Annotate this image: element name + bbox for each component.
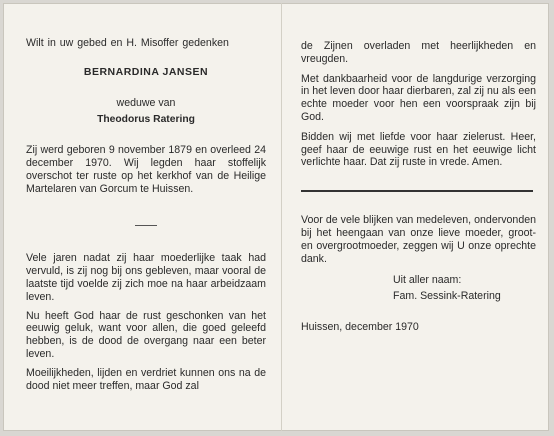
husband-name: Theodorus Ratering bbox=[97, 114, 195, 126]
short-divider bbox=[135, 225, 157, 226]
widow-of-label: weduwe van bbox=[116, 96, 176, 109]
signature-line-1: Uit aller naam: bbox=[393, 274, 462, 287]
place-date: Huissen, december 1970 bbox=[301, 320, 419, 333]
deceased-name: BERNARDINA JANSEN bbox=[83, 65, 209, 78]
memorial-card bbox=[3, 3, 549, 431]
card-fold bbox=[281, 3, 282, 431]
prayer-paragraph: Bidden wij met liefde voor haar zielerust. Heer, geef haar de eeuwige rust en het eeuwige licht verlichte haar. Dat zij ruste in vrede. Amen. bbox=[301, 130, 536, 169]
birth-death-paragraph: Zij werd geboren 9 november 1879 en overleed 24 december 1970. Wij legden haar stoffelijk overschot ter ruste op het kerkhof van de Heilige Martelaren van Gorcum te Huissen. bbox=[26, 144, 266, 195]
signature-line-2: Fam. Sessink-Ratering bbox=[393, 290, 501, 303]
thanks-paragraph: Voor de vele blijken van medeleven, ondervonden bij het heengaan van onze lieve moeder, groot- en overgrootmoeder, zeggen wij U onze oprechte dank. bbox=[301, 214, 536, 265]
gratitude-paragraph: Met dankbaarheid voor de langdurige verzorging in het leven door haar dierbaren, zal zij nu als een echte moeder voor hen een voorspraak zijn bij God. bbox=[301, 72, 536, 123]
life-paragraph: Vele jaren nadat zij haar moederlijke taak had vervuld, is zij nog bij ons gebleven, maar vooral de laatste tijd voelde zij zich moe na haar arbeidzaam leven. bbox=[26, 252, 266, 303]
left-panel bbox=[26, 37, 266, 392]
long-divider bbox=[301, 190, 533, 192]
continuation-paragraph: de Zijnen overladen met heerlijkheden en vreugden. bbox=[301, 40, 536, 65]
intro-line: Wilt in uw gebed en H. Misoffer gedenken bbox=[26, 37, 229, 49]
rest-paragraph: Nu heeft God haar de rust geschonken van het eeuwig geluk, want voor allen, die goed geleefd hebben, is de dood de overgang naar een beter leven. bbox=[26, 309, 266, 360]
suffering-paragraph: Moeilijkheden, lijden en verdriet kunnen ons na de dood niet meer treffen, maar God zal bbox=[26, 366, 266, 392]
right-panel bbox=[301, 40, 536, 334]
